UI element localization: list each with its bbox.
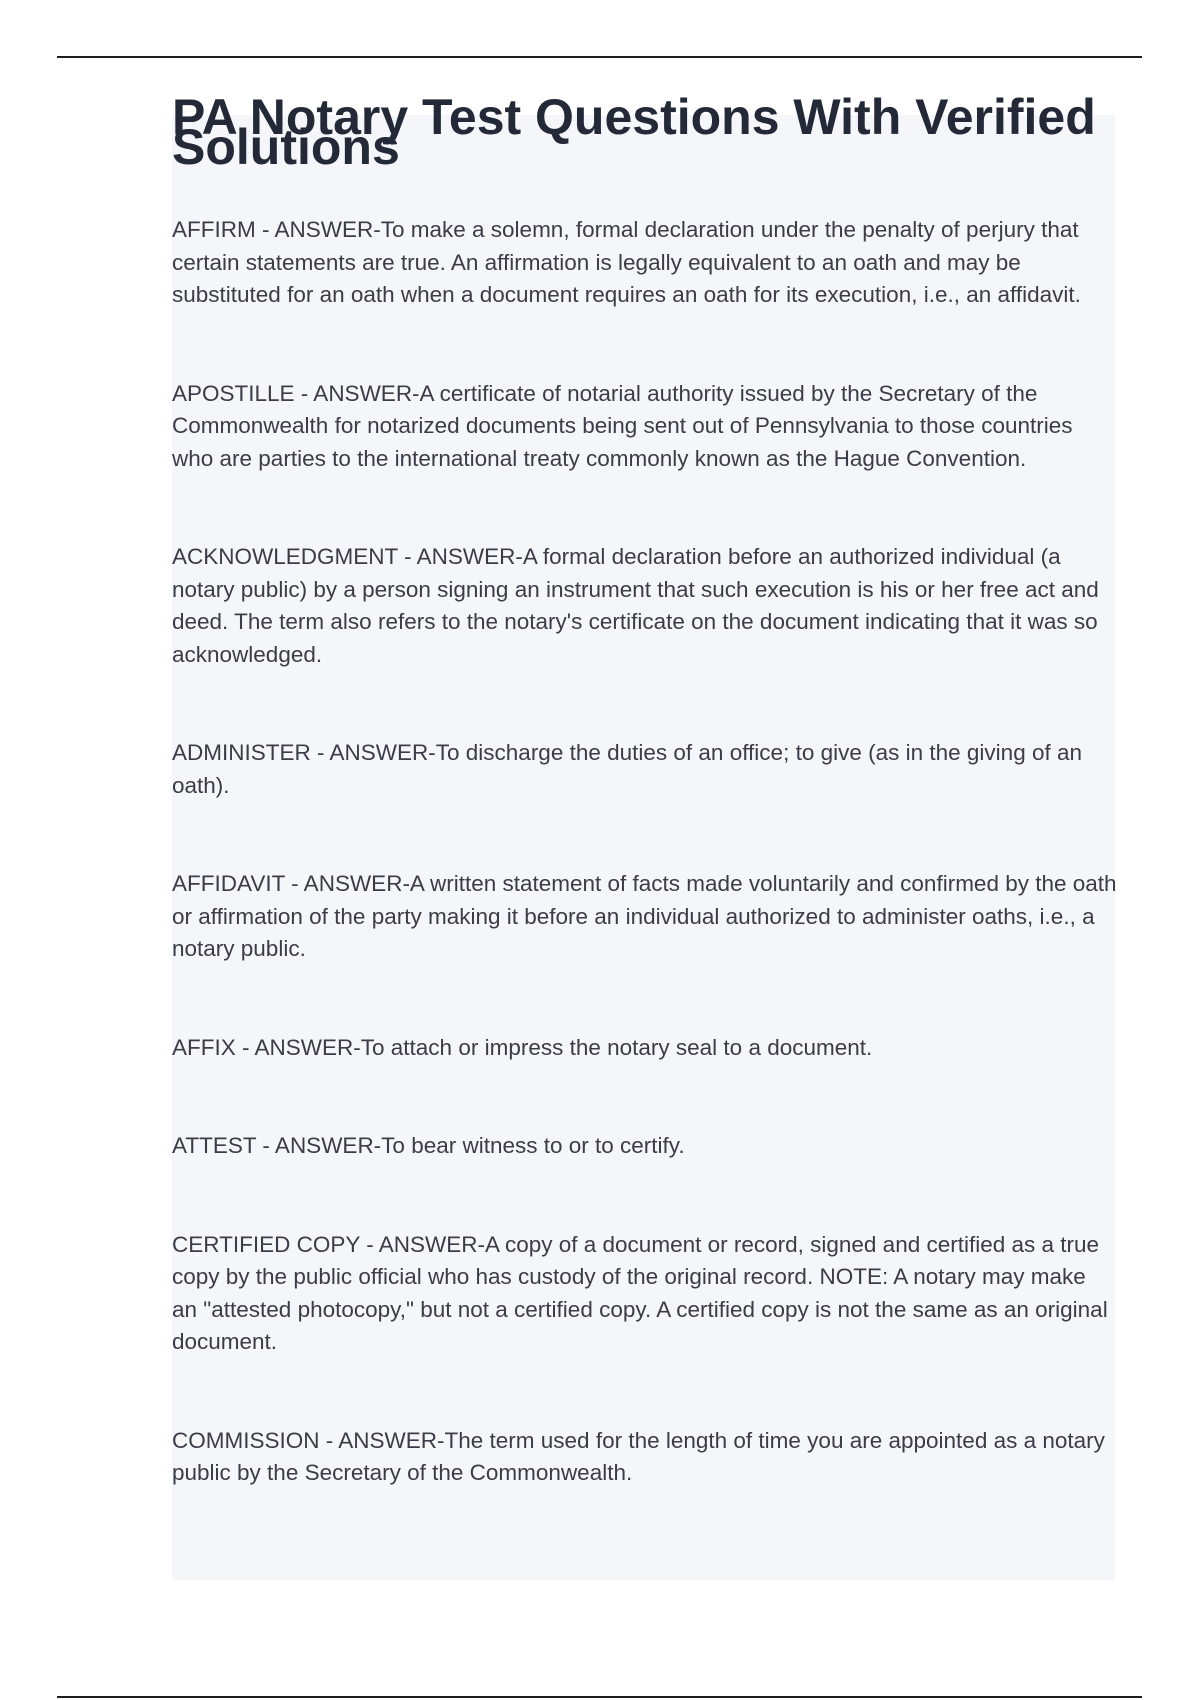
- entry-affidavit: AFFIDAVIT - ANSWER-A written statement of facts made voluntarily and confirmed by the oath or affirmation of the party making it before an individual authorized to administer oaths, i.e., a notary public.: [172, 871, 1117, 961]
- document-page: [172, 89, 1117, 1556]
- bottom-rule: [57, 1696, 1142, 1698]
- entry-list: [172, 214, 1117, 1490]
- entry-certified-copy: CERTIFIED COPY - ANSWER-A copy of a document or record, signed and certified as a true copy by the public official who has custody of the original record. NOTE: A notary may make an "attested photocopy," but not a certified copy. A certified copy is not the same as an original document.: [172, 1231, 1108, 1354]
- top-rule: [57, 56, 1142, 58]
- entry-affirm: AFFIRM - ANSWER-To make a solemn, formal declaration under the penalty of perjury that certain statements are true. An affirmation is legally equivalent to an oath and may be substituted for an oath when a document requires an oath for its execution, i.e., an affidavit.: [172, 217, 1081, 307]
- entry-administer: ADMINISTER - ANSWER-To discharge the duties of an office; to give (as in the giving of an oath).: [172, 740, 1082, 798]
- entry-affix: AFFIX - ANSWER-To attach or impress the notary seal to a document.: [172, 1034, 873, 1060]
- entry-acknowledgment: ACKNOWLEDGMENT - ANSWER-A formal declaration before an authorized individual (a notary public) by a person signing an instrument that such execution is his or her free act and deed. The term also refers to the notary's certificate on the document indicating that it was so acknowledged.: [172, 544, 1099, 667]
- entry-attest: ATTEST - ANSWER-To bear witness to or to certify.: [172, 1133, 685, 1158]
- document-title: PA Notary Test Questions With Verified Solutions: [172, 89, 1096, 175]
- entry-commission: COMMISSION - ANSWER-The term used for the length of time you are appointed as a notary public by the Secretary of the Commonwealth.: [172, 1427, 1105, 1485]
- entry-apostille: APOSTILLE - ANSWER-A certificate of notarial authority issued by the Secretary of the Commonwealth for notarized documents being sent out of Pennsylvania to those countries who are parties to the international treaty commonly known as the Hague Convention.: [172, 380, 1073, 471]
